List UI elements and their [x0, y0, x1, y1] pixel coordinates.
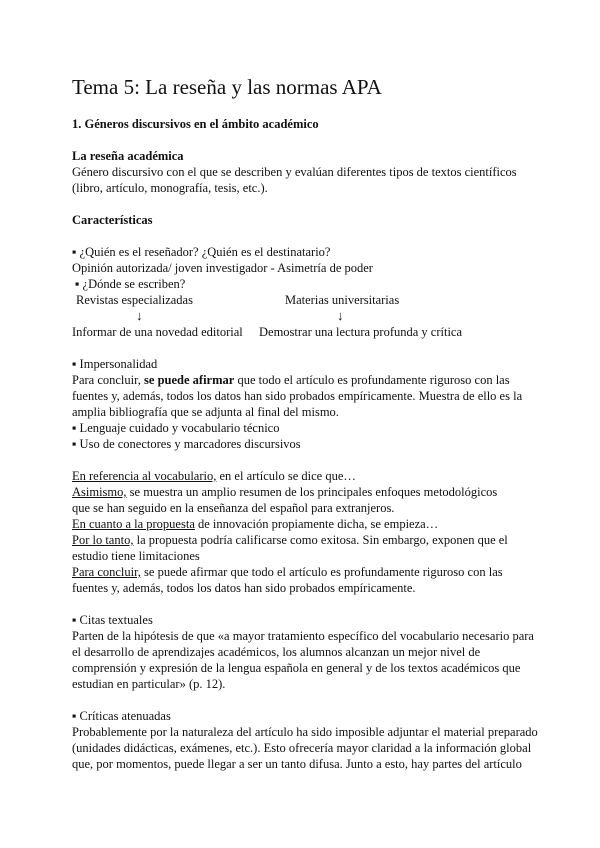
bullet-item: ▪ Lenguaje cuidado y vocabulario técnico: [72, 421, 280, 435]
paragraph-line: que, por momentos, puede llegar a ser un tanto difusa. Junto a esto, hay partes del artículo: [72, 757, 522, 771]
paragraph-line: Para concluir, se puede afirmar que todo el artículo es profundamente riguroso con las: [72, 373, 510, 387]
page-title: Tema 5: La reseña y las normas APA: [72, 75, 382, 99]
bullet-item: ▪ Citas textuales: [72, 613, 153, 627]
connector-line: Para concluir, se puede afirmar que todo el artículo es profundamente riguroso con las: [72, 565, 503, 579]
paragraph-line: comprensión y expresión de la lengua española en general y de los textos académicos que: [72, 661, 521, 675]
paragraph-line: Género discursivo con el que se describen y evalúan diferentes tipos de textos científicos: [72, 165, 517, 179]
down-arrow-icon: ↓: [337, 308, 344, 323]
where-left-result: Informar de una novedad editorial: [72, 325, 243, 339]
connector-line: Asimismo, se muestra un amplio resumen de los principales enfoques metodológicos: [72, 485, 498, 499]
down-arrow-icon: ↓: [136, 308, 143, 323]
section-heading: 1. Géneros discursivos en el ámbito académico: [72, 117, 319, 131]
paragraph-line: (libro, artículo, monografía, tesis, etc.).: [72, 181, 268, 195]
paragraph-line: Probablemente por la naturaleza del artículo ha sido imposible adjuntar el material preparado: [72, 725, 538, 739]
paragraph-line: que se han seguido en la enseñanza del español para extranjeros.: [72, 501, 395, 515]
paragraph-line: Opinión autorizada/ joven investigador - Asimetría de poder: [72, 261, 373, 275]
subheading-resena: La reseña académica: [72, 149, 184, 163]
paragraph-line: Parten de la hipótesis de que «a mayor tratamiento específico del vocabulario necesario para: [72, 629, 534, 643]
paragraph-line: el desarrollo de aprendizajes académicos, los alumnos alcanzan un mejor nivel de: [72, 645, 481, 659]
paragraph-line: (unidades didácticas, exámenes, etc.). Esto ofrecería mayor claridad a la información global: [72, 741, 532, 755]
where-right-result: Demostrar una lectura profunda y crítica: [259, 325, 463, 339]
bullet-item: ▪ Uso de conectores y marcadores discursivos: [72, 437, 301, 451]
subheading-caracteristicas: Características: [72, 213, 153, 227]
bullet-item: ▪ Impersonalidad: [72, 357, 158, 371]
where-left-label: Revistas especializadas: [76, 293, 193, 307]
paragraph-line: fuentes y, además, todos los datos han sido probados empíricamente. Muestra de ello es la: [72, 389, 523, 403]
bullet-question: ▪ ¿Quién es el reseñador? ¿Quién es el destinatario?: [72, 245, 331, 259]
paragraph-line: fuentes y, además, todos los datos han sido probados empíricamente.: [72, 581, 416, 595]
paragraph-line: estudio tiene limitaciones: [72, 549, 200, 563]
paragraph-line: estudian en particular» (p. 12).: [72, 677, 226, 691]
paragraph-line: amplia bibliografía que se adjunta al final del mismo.: [72, 405, 339, 419]
connector-line: Por lo tanto, la propuesta podría calificarse como exitosa. Sin embargo, exponen que el: [72, 533, 508, 547]
bullet-question: ▪ ¿Dónde se escriben?: [75, 277, 186, 291]
bullet-item: ▪ Críticas atenuadas: [72, 709, 171, 723]
connector-line: En referencia al vocabulario, en el artículo se dice que…: [72, 469, 356, 483]
connector-line: En cuanto a la propuesta de innovación propiamente dicha, se empieza…: [72, 517, 439, 531]
where-right-label: Materias universitarias: [285, 293, 400, 307]
